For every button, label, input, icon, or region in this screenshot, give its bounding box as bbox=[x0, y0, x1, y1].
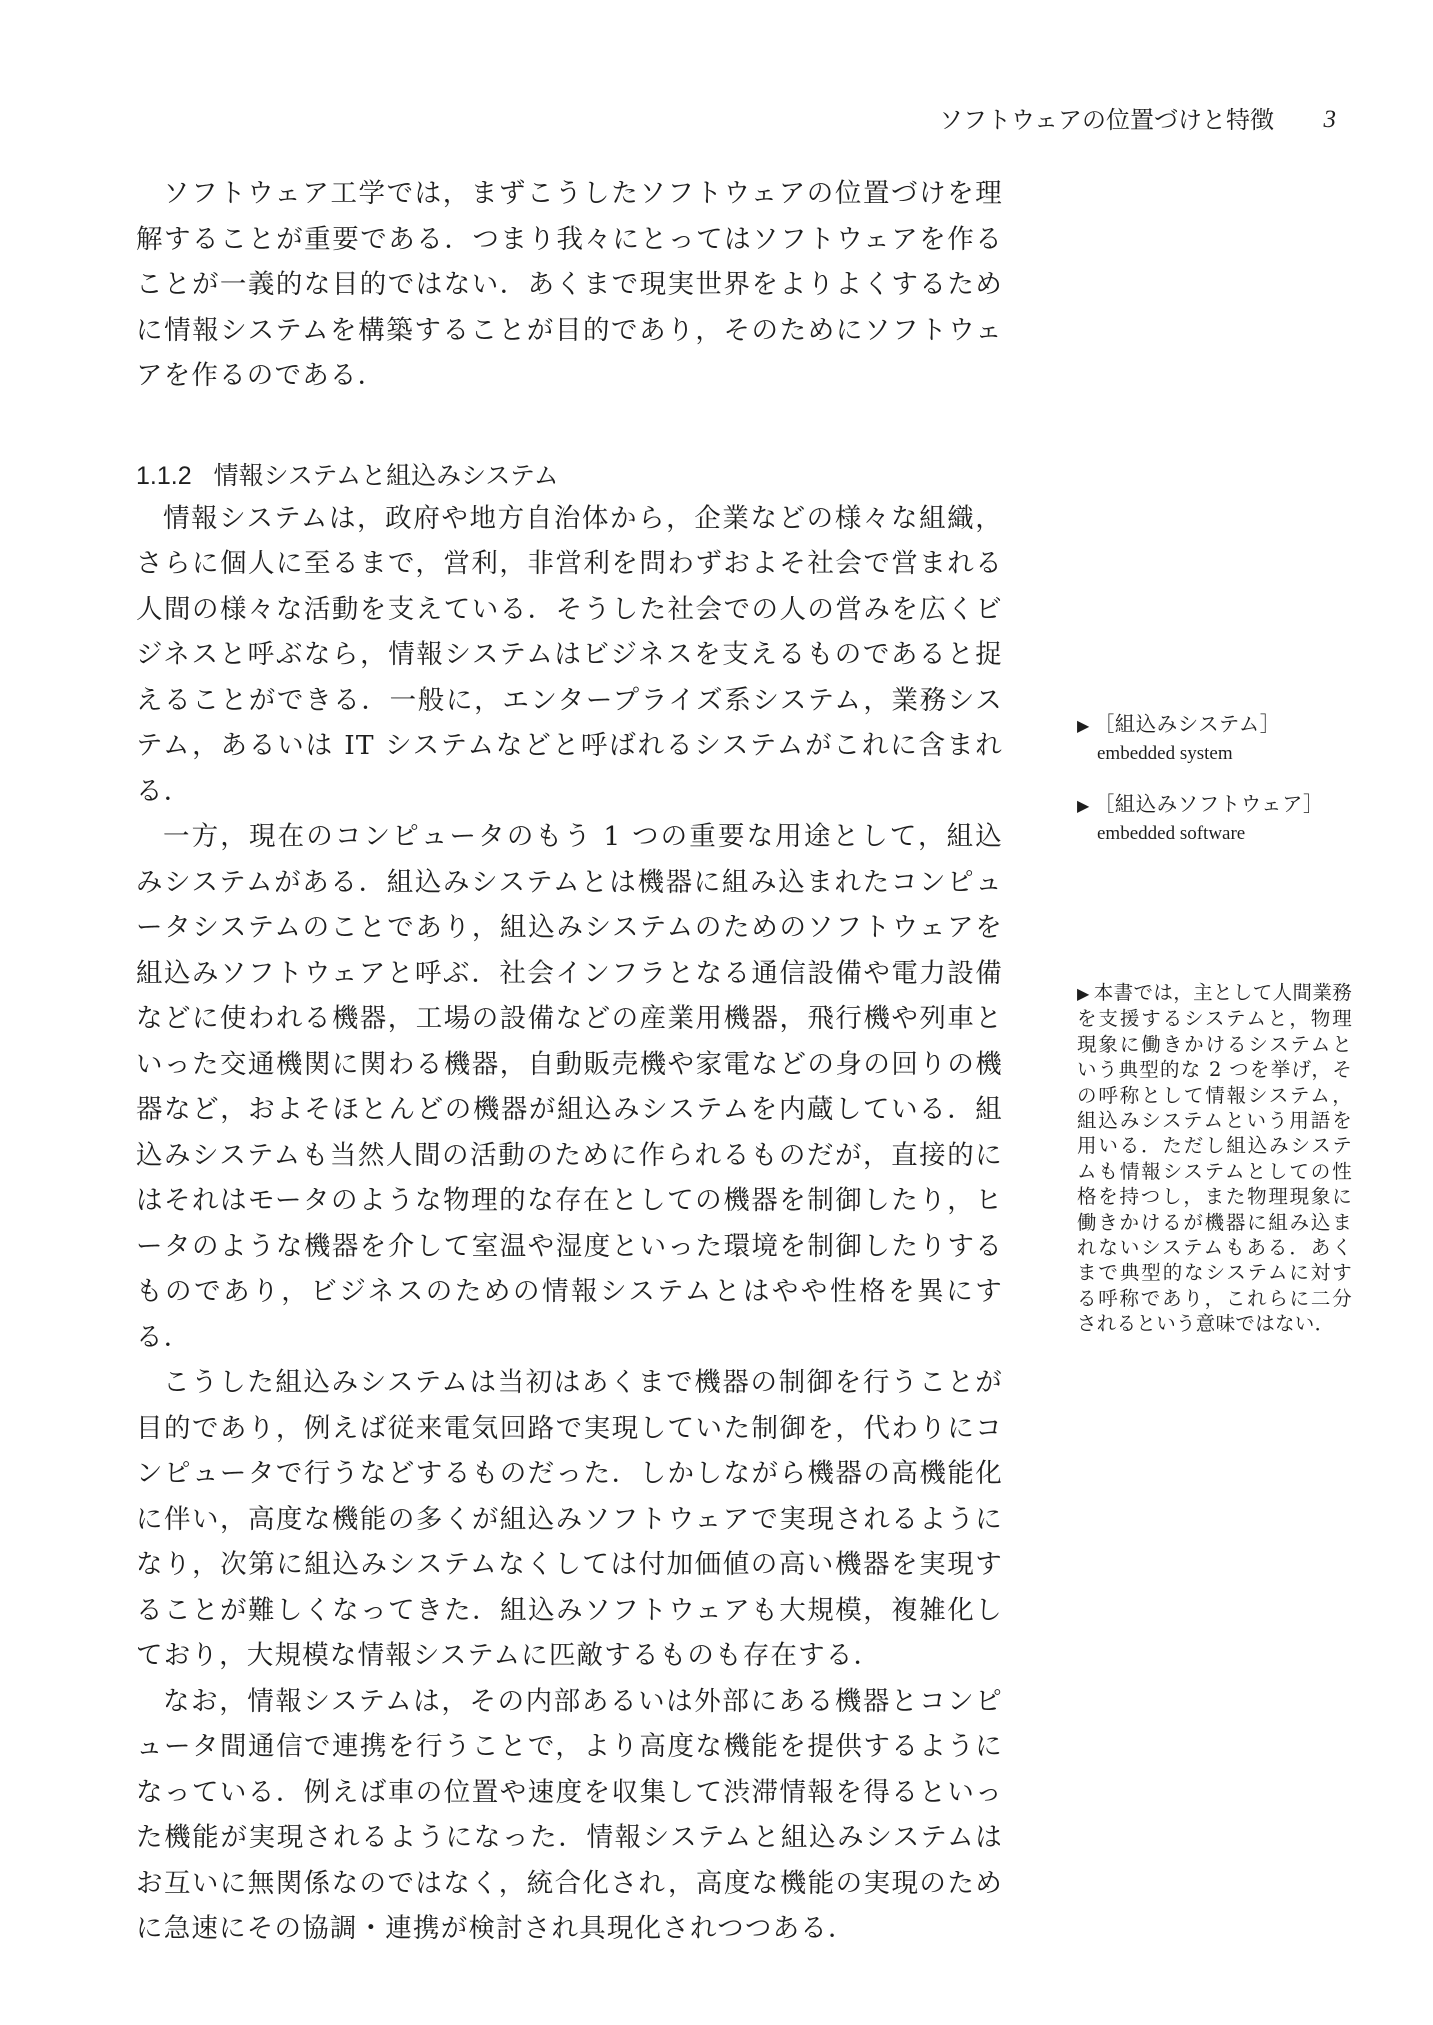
term-japanese: ［組込みソフトウェア］ bbox=[1093, 792, 1324, 816]
paragraph-embedded-systems: 一方，現在のコンピュータのもう 1 つの重要な用途として，組込みシステムがある．組込みシステムとは機器に組み込まれたコンピュータシステムのことであり，組込みシステムのためのソフトウェアを組込みソフトウェアと呼ぶ．社会インフラとなる通信設備や電力設備などに使われる機器，工場の設備などの産業用機器，飛行機や列車といった交通機関に関わる機器，自動販売機や家電などの身の回りの機器など，およそほとんどの機器が組込みシステムを内蔵している．組込みシステムも当然人間の活動のために作られるものだが，直接的にはそれはモータのような物理的な存在としての機器を制御したり，ヒータのような機器を介して室温や湿度といった環境を制御したりするものであり，ビジネスのための情報システムとはやや性格を異にする． bbox=[136, 821, 1003, 1353]
term-japanese: ［組込みシステム］ bbox=[1093, 712, 1281, 736]
paragraph-information-systems: 情報システムは，政府や地方自治体から，企業などの様々な組織，さらに個人に至るまで，営利，非営利を問わずおよそ社会で営まれる人間の様々な活動を支えている．そうした社会での人の営みを広くビジネスと呼ぶなら，情報システムはビジネスを支えるものであると捉えることができる．一般に，エンタープライズ系システム，業務システム，あるいは IT システムなどと呼ばれるシステムがこれに含まれる． bbox=[136, 502, 1003, 807]
margin-note-text: 本書では，主として人間業務を支援するシステムと，物理現象に働きかけるシステムという典型的な 2 つを挙げ，その呼称として情報システム，組込みシステムという用語を用いる．ただし組込みシステムも情報システムとしての性格を持つし，また物理現象に働きかけるが機器に組み込まれないシステムもある．あくまで典型的なシステムに対する呼称であり，これらに二分されるという意味ではない． bbox=[1077, 981, 1352, 1336]
section-number: 1.1.2 bbox=[136, 461, 192, 490]
page-number: 3 bbox=[1323, 106, 1336, 133]
paragraph-embedded-evolution: こうした組込みシステムは当初はあくまで機器の制御を行うことが目的であり，例えば従来電気回路で実現していた制御を，代わりにコンピュータで行うなどするものだった．しかしながら機器の高機能化に伴い，高度な機能の多くが組込みソフトウェアで実現されるようになり，次第に組込みシステムなくしては付加価値の高い機器を実現することが難しくなってきた．組込みソフトウェアも大規模，複雑化しており，大規模な情報システムに匹敵するものも存在する． bbox=[136, 1367, 1003, 1671]
term-english: embedded system bbox=[1097, 743, 1233, 764]
main-text bbox=[136, 171, 1003, 1952]
triangle-arrow-icon: ▶ bbox=[1077, 984, 1090, 1003]
section-title: 情報システムと組込みシステム bbox=[213, 460, 559, 490]
margin-term-embedded-system bbox=[1077, 710, 1357, 768]
term-english: embedded software bbox=[1097, 823, 1246, 844]
page-header bbox=[0, 100, 1336, 140]
intro-paragraph: ソフトウェア工学では，まずこうしたソフトウェアの位置づけを理解することが重要である．つまり我々にとってはソフトウェアを作ることが一義的な目的ではない．あくまで現実世界をよりよくするために情報システムを構築することが目的であり，そのためにソフトウェアを作るのである． bbox=[136, 178, 1004, 391]
section-heading bbox=[136, 456, 1003, 496]
margin-term-embedded-software bbox=[1077, 790, 1357, 848]
triangle-arrow-icon: ▶ bbox=[1077, 716, 1090, 735]
paragraph-integration: なお，情報システムは，その内部あるいは外部にある機器とコンピュータ間通信で連携を行うことで，より高度な機能を提供するようになっている．例えば車の位置や速度を収集して渋滞情報を得るといった機能が実現されるようになった．情報システムと組込みシステムはお互いに無関係なのではなく，統合化され，高度な機能の実現のために急速にその協調・連携が検討され具現化されつつある． bbox=[136, 1685, 1003, 1944]
running-title: ソフトウェアの位置づけと特徴 bbox=[938, 106, 1274, 134]
margin-note bbox=[1077, 980, 1352, 1337]
triangle-arrow-icon: ▶ bbox=[1077, 796, 1090, 815]
